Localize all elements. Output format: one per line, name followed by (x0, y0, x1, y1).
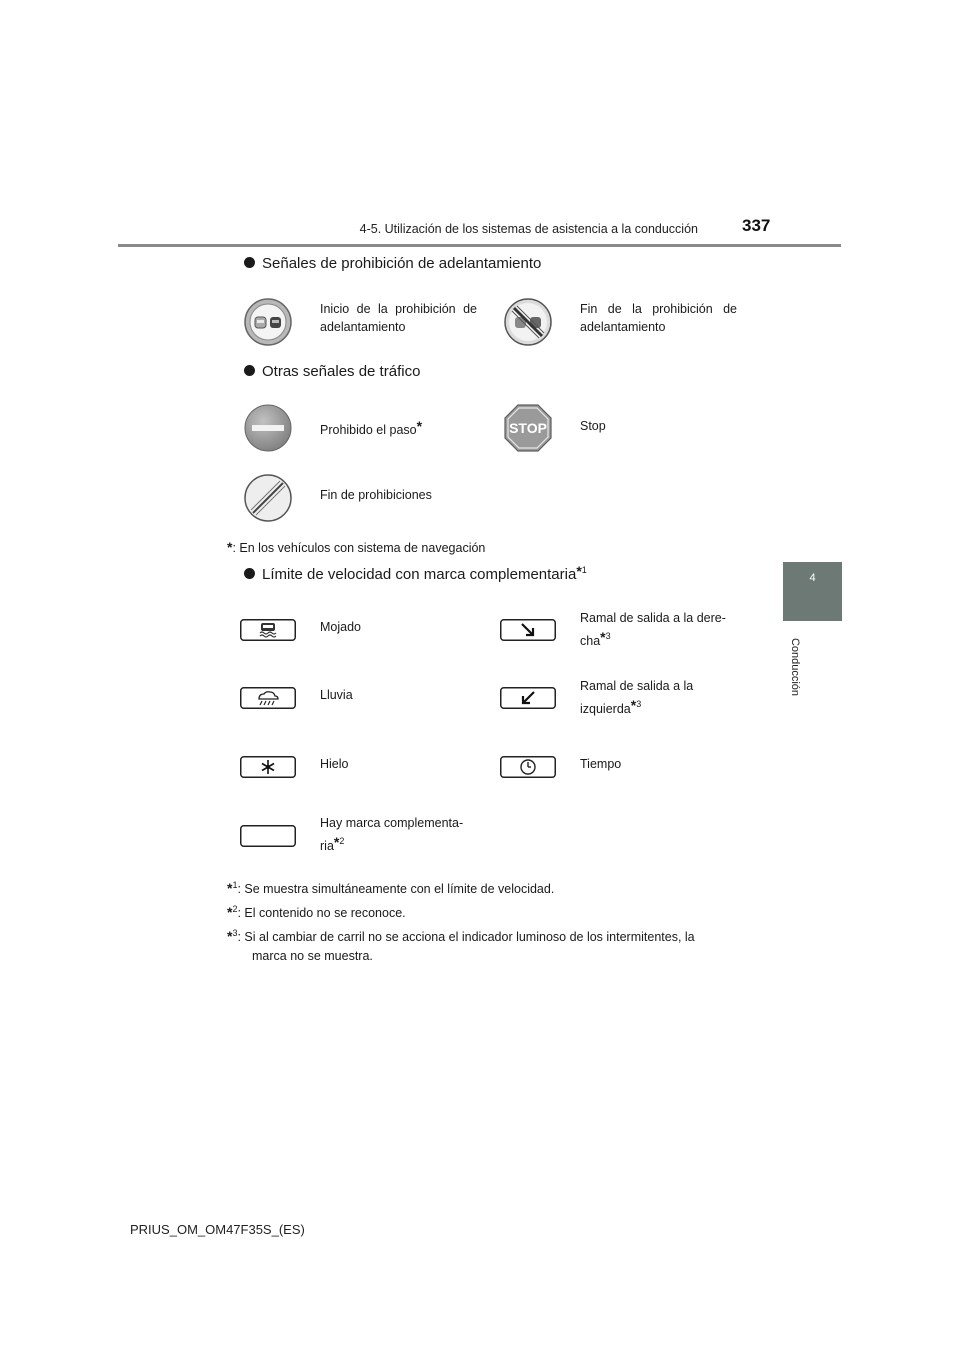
end-no-overtaking-sign-icon (504, 298, 552, 346)
sign-label: Inicio de la prohibición de adelantamiento (320, 302, 477, 334)
header-divider (118, 244, 841, 247)
sign-label: Stop (580, 419, 606, 433)
stop-sign-text: STOP (509, 420, 547, 436)
clock-plate-icon (500, 756, 556, 778)
snowflake-plate-icon (240, 756, 296, 778)
bullet-icon (244, 257, 255, 268)
no-entry-sign-icon (244, 404, 292, 452)
footnote-navigation: *: En los vehículos con sistema de navegación (227, 539, 486, 555)
sign-label: Fin de prohibiciones (320, 488, 432, 502)
chapter-tab[interactable] (783, 562, 842, 621)
plate-label: Mojado (320, 620, 361, 634)
footnote-1: *$^1$: Se muestra simultáneamente con el límite de velocidad. (227, 880, 555, 896)
footnote-3: *$^3$: Si al cambiar de carril no se acciona el indicador luminoso de los intermitentes, la marca no se muestra. (227, 928, 695, 963)
plate-label: Hay marca complementa- ria*$^2$ (320, 816, 464, 853)
bullet-icon (244, 568, 255, 579)
sign-label: Prohibido el paso* (320, 418, 423, 437)
bullet-icon (244, 365, 255, 376)
stop-sign-icon (504, 404, 552, 452)
chapter-label: Conducción (789, 637, 801, 697)
plate-label: Hielo (320, 757, 349, 771)
plate-label: Ramal de salida a la izquierda*$^3$ (580, 679, 694, 716)
wet-road-plate-icon (240, 619, 296, 641)
footnote-2: *$^2$: El contenido no se reconoce. (227, 904, 406, 920)
section-heading-other-signs: Otras señales de tráfico (244, 363, 420, 380)
section-heading-overtaking: Señales de prohibición de adelantamiento (244, 255, 541, 272)
plate-label: Lluvia (320, 688, 353, 702)
page-number: 337 (742, 216, 771, 235)
document-code: PRIUS_OM_OM47F35S_(ES) (130, 1222, 305, 1237)
blank-plate-icon (240, 825, 296, 847)
no-overtaking-sign-icon (244, 298, 292, 346)
sign-label: Fin de la prohibición de adelantamiento (580, 302, 737, 334)
header-section-title: 4-5. Utilización de los sistemas de asistencia a la conducción (359, 222, 698, 236)
plate-label: Ramal de salida a la dere- cha*$^3$ (580, 611, 726, 648)
rain-plate-icon (240, 687, 296, 709)
section-heading-speed-limit: Límite de velocidad con marca complementaria*$^1$ (244, 563, 587, 583)
chapter-number: 4 (809, 572, 816, 584)
arrow-down-left-plate-icon (500, 687, 556, 709)
plate-label: Tiempo (580, 757, 622, 771)
arrow-down-right-plate-icon (500, 619, 556, 641)
end-of-restrictions-sign-icon (244, 474, 292, 522)
